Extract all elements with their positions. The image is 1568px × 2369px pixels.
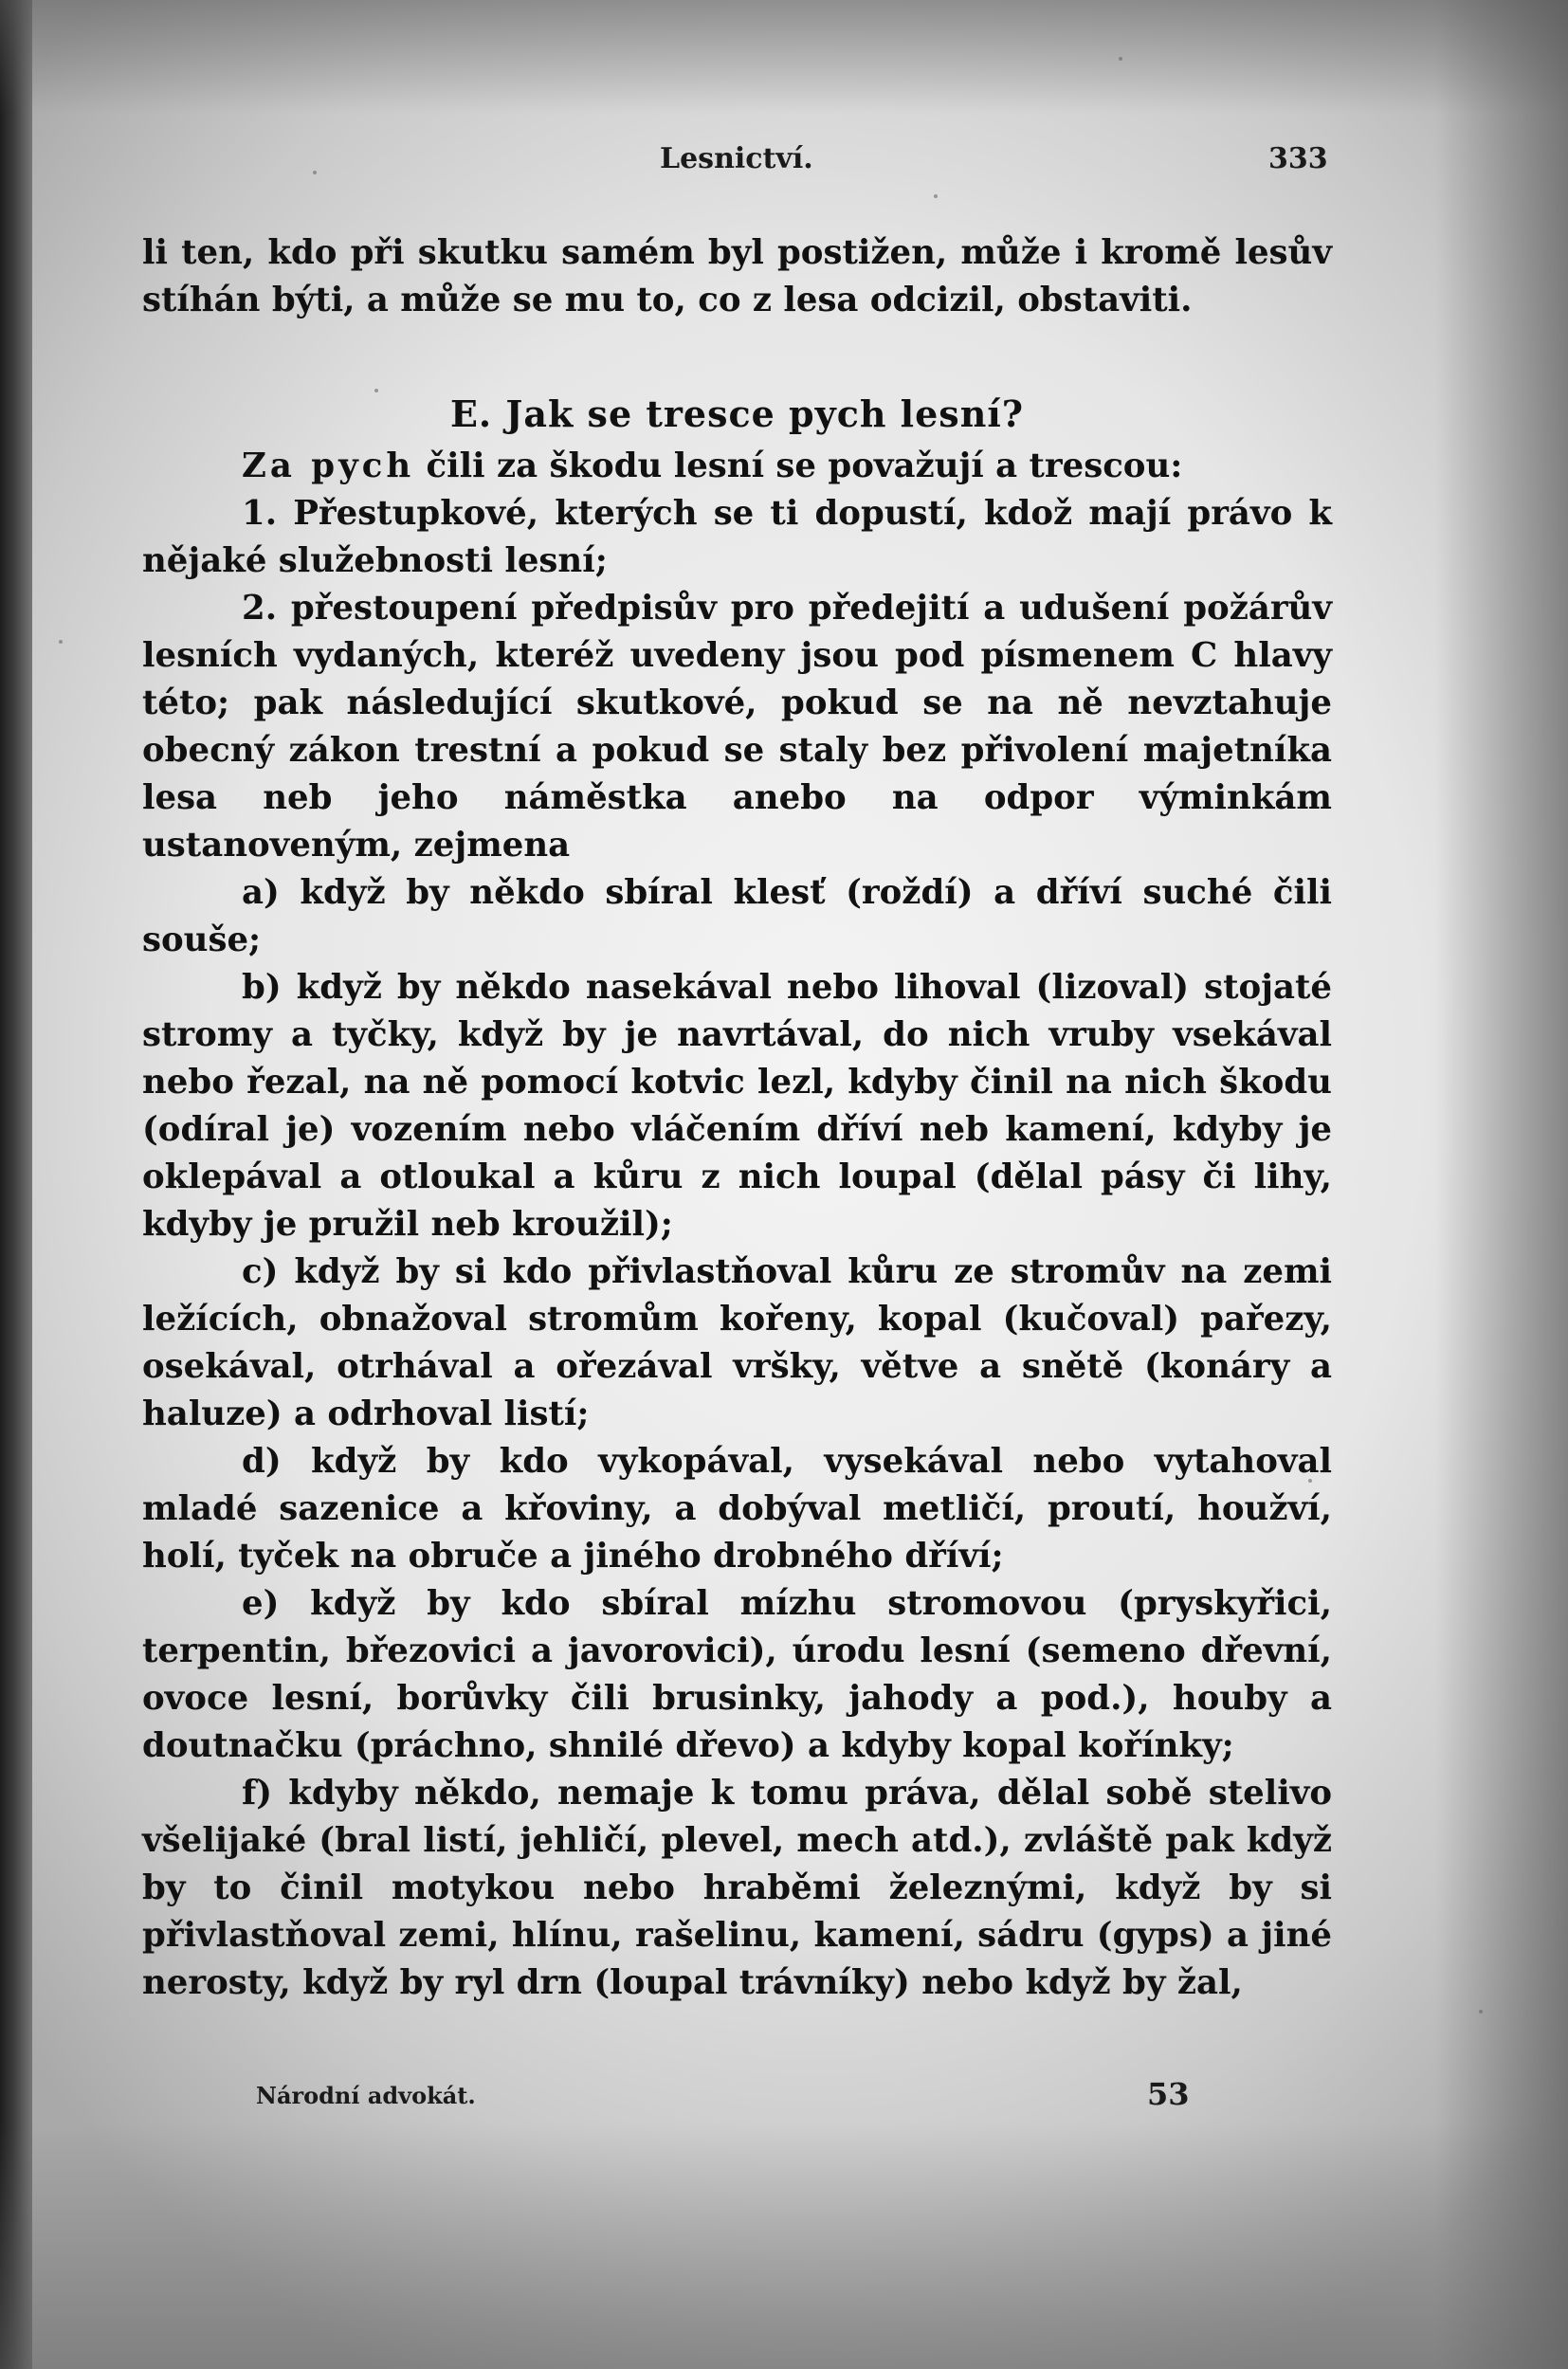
item-b: b) když by někdo nasekával nebo lihoval (lizoval) stojaté stromy a tyčky, když by je navrtával, do nich vruby vsekával nebo řezal, na ně pomocí kotvic lezl, kdyby činil na nich škodu (odíral je) vozením nebo vláčením dříví neb kamení, kdyby je oklepával a otloukal a kůru z nich loupal (dělal pásy či lihy, kdyby je pružil neb kroužil); <box>142 968 1332 1244</box>
page-footer <box>0 2076 1568 2120</box>
intro-rest: čili za škodu lesní se považují a trescou: <box>414 446 1183 485</box>
item-d: d) když by kdo vykopával, vysekával nebo vytahoval mladé sazenice a křoviny, a dobýval metličí, proutí, houžví, holí, tyček na obruče a jiného drobného dříví; <box>142 1442 1332 1576</box>
body-text <box>142 229 1332 2007</box>
paper-speck <box>1479 2010 1483 2014</box>
item-a: a) když by někdo sbíral klesť (roždí) a dříví suché čili souše; <box>142 873 1332 959</box>
item-1: 1. Přestupkové, kterých se ti dopustí, kdož mají právo k nějaké služebnosti lesní; <box>142 494 1332 580</box>
running-head <box>0 142 1568 180</box>
paper-speck <box>59 640 63 644</box>
intro-paragraph <box>142 443 1332 490</box>
section-heading: E. Jak se tresce pych lesní? <box>449 392 1025 435</box>
continuation-paragraph: li ten, kdo při skutku samém byl postižen, může i kromě lesův stíhán býti, a může se mu to, co z lesa odcizil, obstaviti. <box>142 233 1332 319</box>
right-edge-shadow <box>1435 0 1568 2369</box>
running-head-title: Lesnictví. <box>660 142 813 175</box>
intro-term: Za pych <box>242 446 415 485</box>
paper-speck <box>934 194 938 198</box>
signature-number: 53 <box>1147 2076 1190 2112</box>
item-f: f) kdyby někdo, nemaje k tomu práva, dělal sobě stelivo všelijaké (bral listí, jehličí, plevel, mech atd.), zvláště pak když by to činil motykou nebo hraběmi železnými, když by si přivlastňoval zemi, hlínu, rašelinu, kamení, sádru (gyps) a jiné nerosty, když by ryl drn (loupal trávníky) nebo když by žal, <box>142 1774 1332 2002</box>
signature-mark: Národní advokát. <box>256 2082 476 2109</box>
binding-edge <box>0 0 32 2369</box>
top-shadow <box>0 0 1568 114</box>
item-e: e) když by kdo sbíral mízhu stromovou (pryskyřici, terpentin, březovici a javorovici), úrodu lesní (semeno dřevní, ovoce lesní, borůvky čili brusinky, jahody a pod.), houby a doutnačku (práchno, shnilé dřevo) a kdyby kopal kořínky; <box>142 1584 1332 1765</box>
bottom-shadow <box>0 2123 1568 2369</box>
paper-speck <box>1119 57 1122 61</box>
page-number: 333 <box>1268 142 1328 175</box>
item-c: c) když by si kdo přivlastňoval kůru ze stromův na zemi ležících, obnažoval stromům kořeny, kopal (kučoval) pařezy, osekával, otrhával a ořezával vršky, větve a snětě (konáry a haluze) a odrhoval listí; <box>142 1252 1332 1433</box>
item-2: 2. přestoupení předpisův pro předejití a udušení požárův lesních vydaných, kteréž uvedeny jsou pod písmenem C hlavy této; pak následující skutkové, pokud se na ně nevztahuje obecný zákon trestní a pokud se staly bez přivolení majetníka lesa neb jeho náměstka anebo na odpor výminkám ustanoveným, zejmena <box>142 589 1332 865</box>
